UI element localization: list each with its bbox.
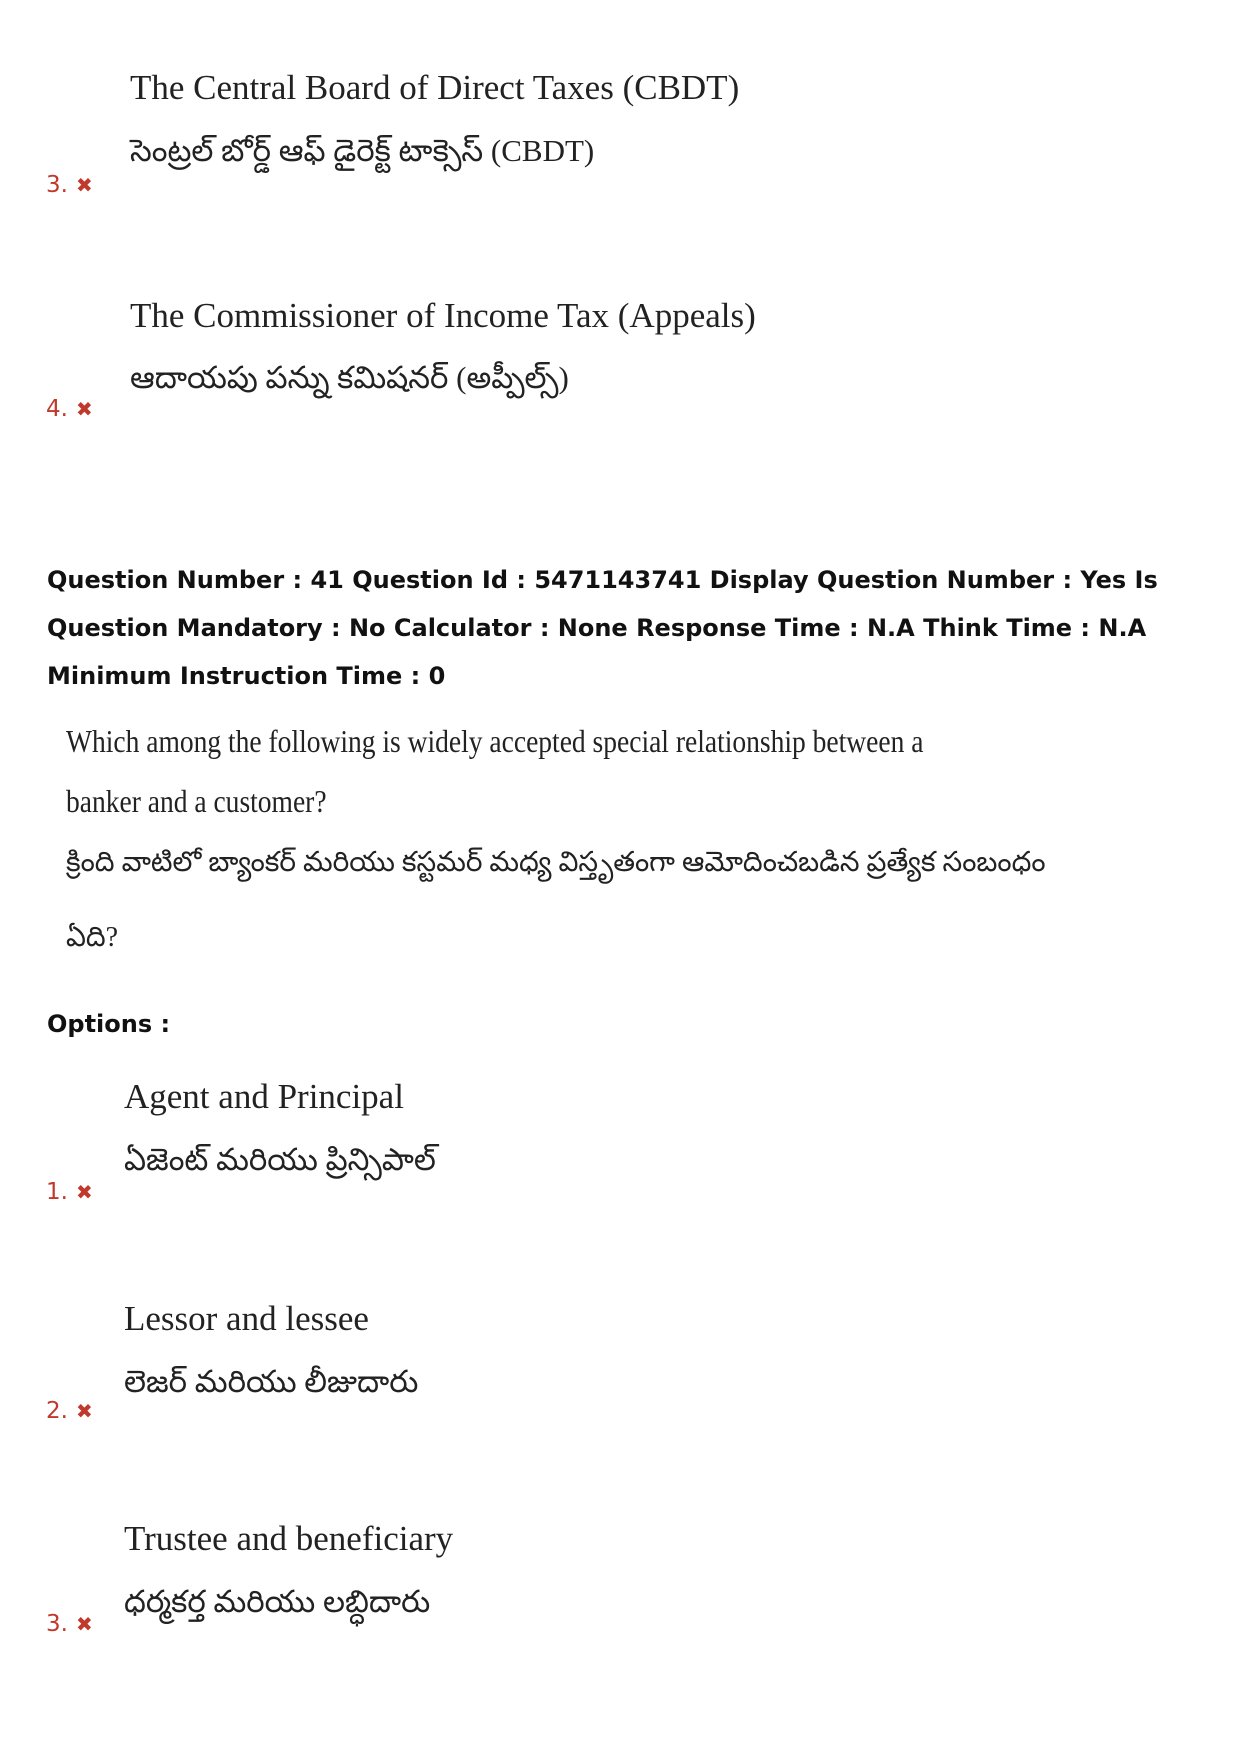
option-number: 2. (46, 1398, 68, 1424)
option-number: 4. (46, 396, 68, 422)
options-label: Options : (47, 1010, 171, 1038)
option-telugu-text: లెజర్ మరియు లీజుదారు (124, 1364, 419, 1399)
option-number-label (46, 1179, 93, 1205)
option-english-text: Trustee and beneficiary (124, 1519, 454, 1558)
cross-icon: ✖ (75, 173, 93, 197)
option-number-label (46, 396, 93, 422)
cross-icon: ✖ (75, 1399, 93, 1423)
question-telugu-line-2: ఏది? (66, 922, 119, 953)
option-number: 1. (46, 1179, 68, 1205)
option-english-text: Lessor and lessee (124, 1299, 369, 1338)
question-english-line-2: banker and a customer? (66, 783, 327, 819)
option-telugu-text: ఆదాయపు పన్ను కమిషనర్ (అప్పీల్స్) (130, 360, 569, 395)
cross-icon: ✖ (75, 1180, 93, 1204)
option-english-text: Agent and Principal (124, 1077, 404, 1116)
option-number-label (46, 1611, 93, 1637)
option-number: 3. (46, 1611, 68, 1637)
cross-icon: ✖ (75, 1612, 93, 1636)
option-number-label (46, 1398, 93, 1424)
question-english-line-1: Which among the following is widely accepted special relationship between a (66, 723, 924, 759)
option-telugu-text: సెంట్రల్ బోర్డ్ ఆఫ్ డైరెక్ట్ టాక్సెస్ (CBDT) (130, 133, 595, 168)
option-english-text: The Commissioner of Income Tax (Appeals) (130, 296, 756, 335)
option-telugu-text: ధర్మకర్త మరియు లబ్ధిదారు (124, 1584, 431, 1619)
option-number-label (46, 172, 93, 198)
cross-icon: ✖ (75, 397, 93, 421)
option-number: 3. (46, 172, 68, 198)
option-english-text: The Central Board of Direct Taxes (CBDT) (130, 68, 740, 107)
option-telugu-text: ఏజెంట్ మరియు ప్రిన్సిపాల్ (124, 1142, 436, 1177)
question-meta: Question Number : 41 Question Id : 5471143741 Display Question Number : Yes Is Question Mandatory : No Calculator : None Response Time : N.A Think Time : N.A Minimum Instruction Time : 0 (47, 566, 1158, 690)
question-telugu-line-1: క్రింది వాటిలో బ్యాంకర్ మరియు కస్టమర్ మధ్య విస్తృతంగా ఆమోదించబడిన ప్రత్యేక సంబంధం (66, 847, 1046, 878)
